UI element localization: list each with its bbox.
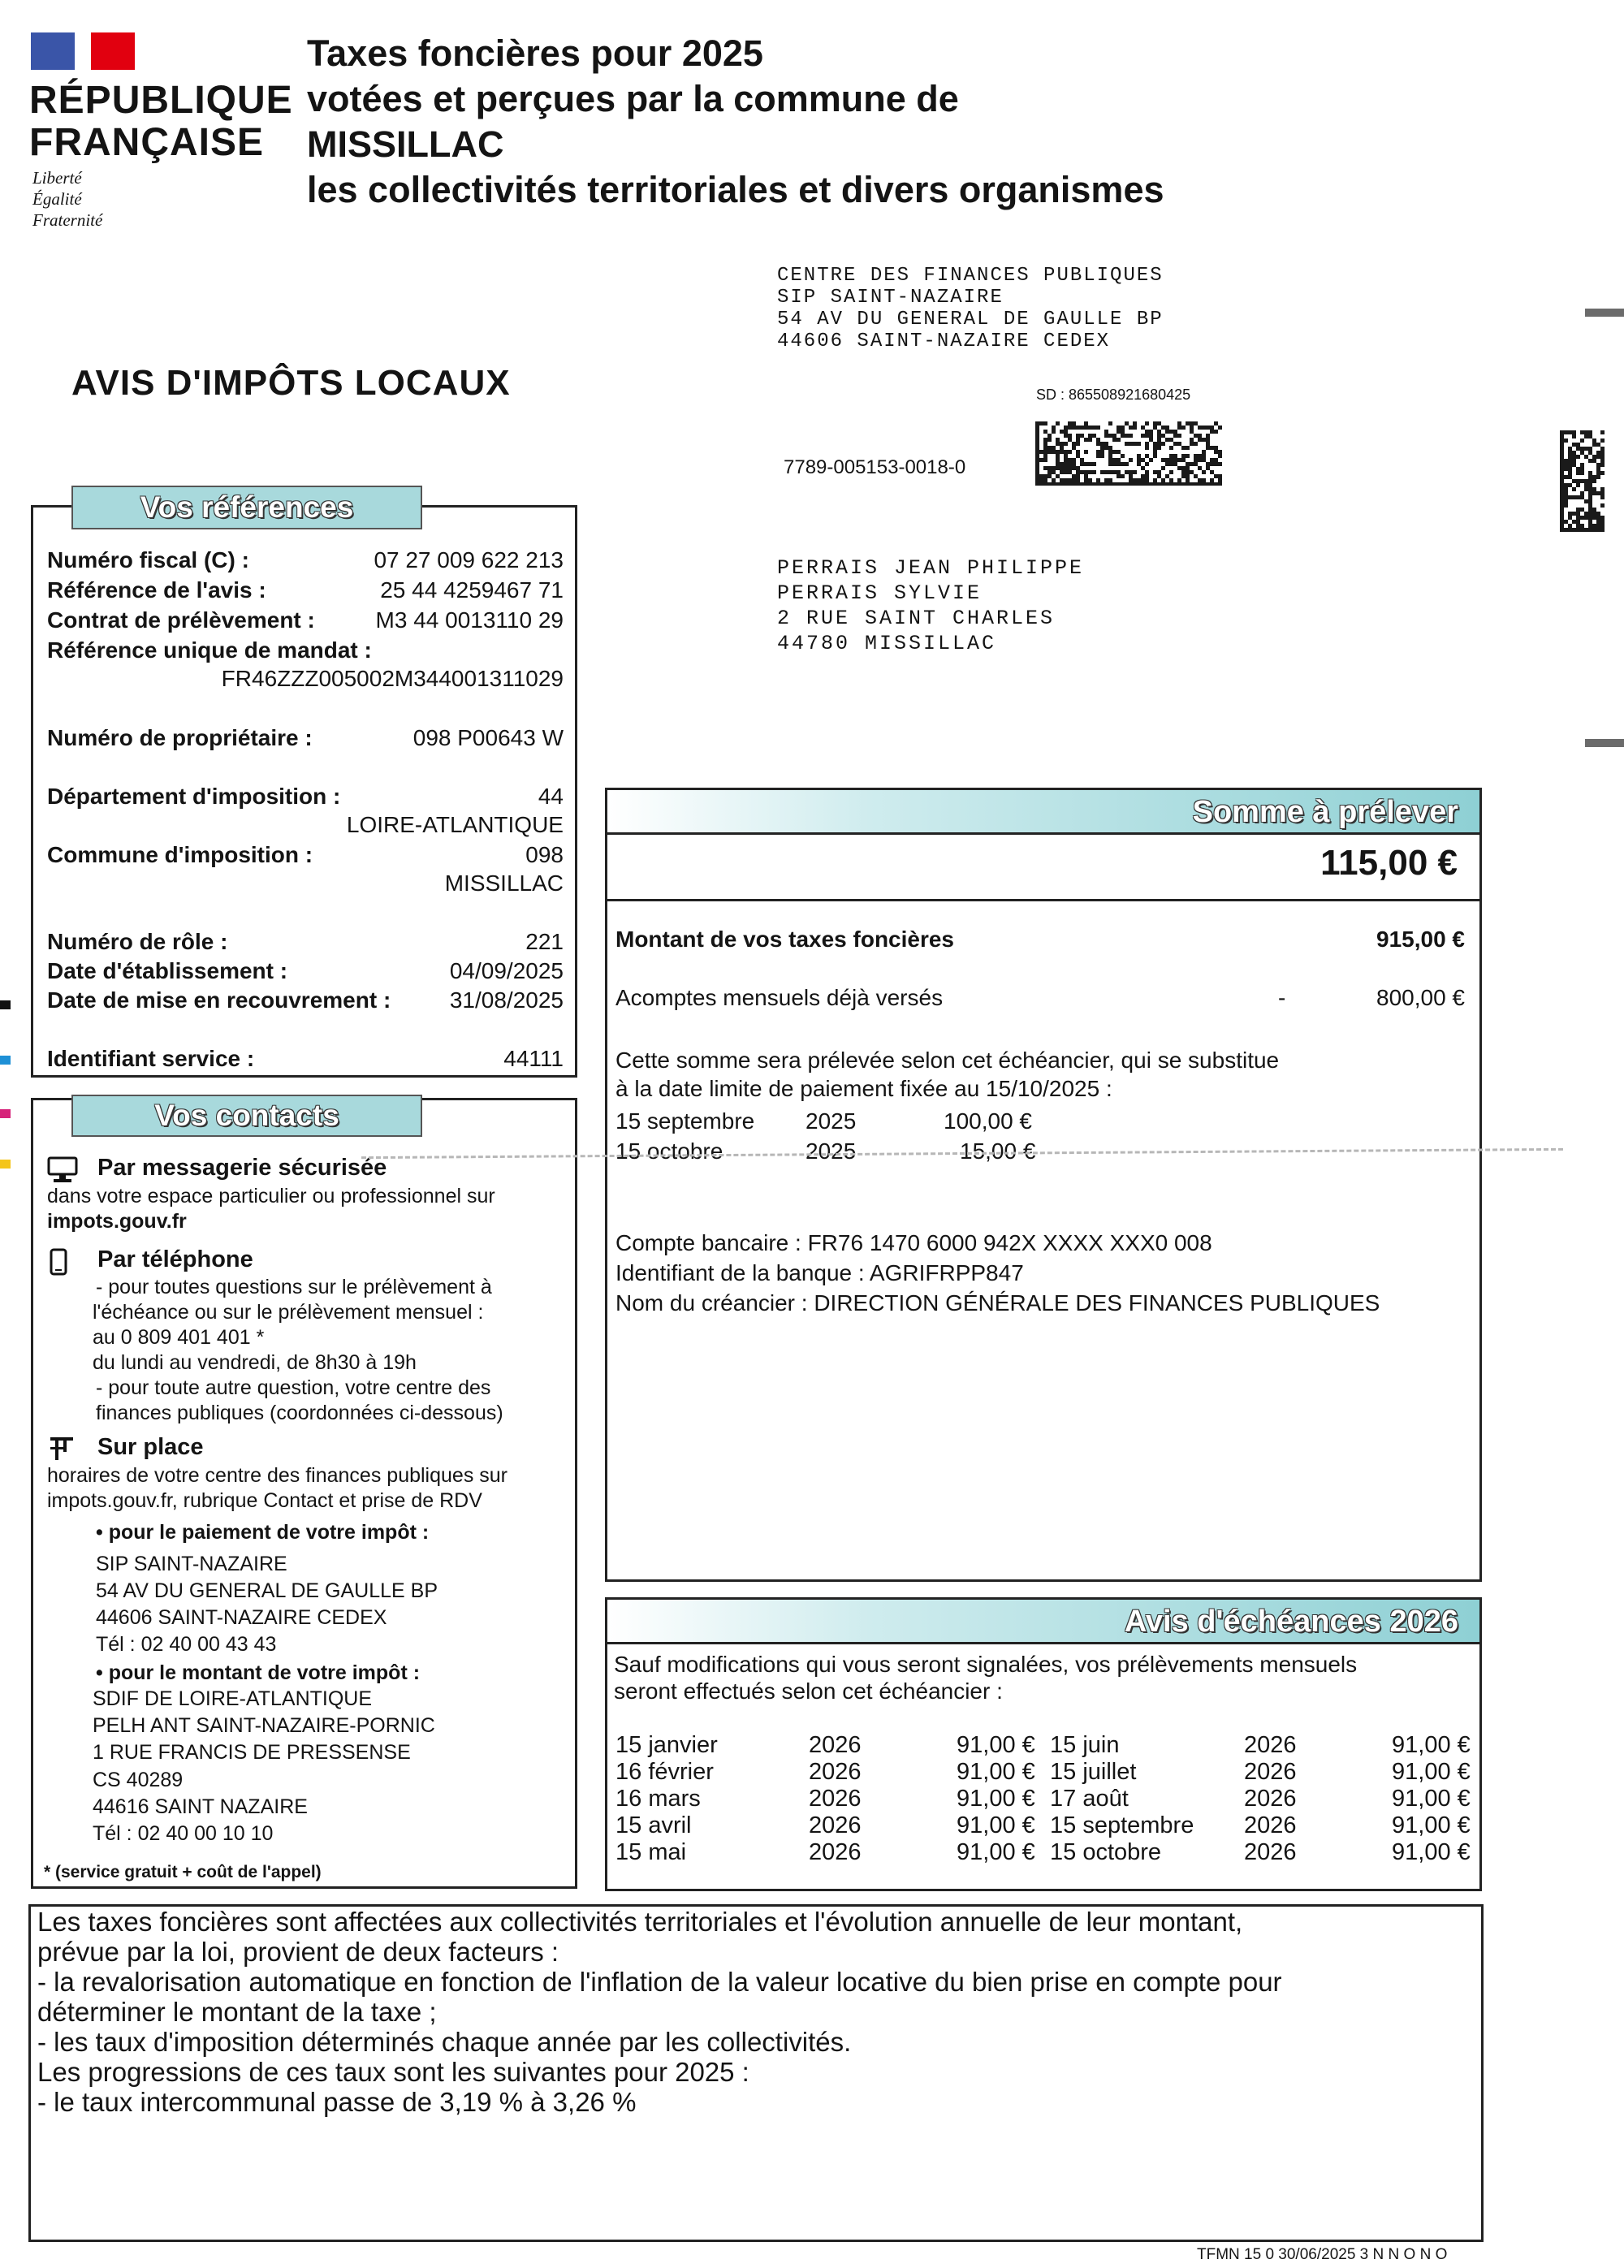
contacts-title: Vos contacts	[71, 1095, 422, 1137]
acomptes-sign: -	[1278, 985, 1286, 1010]
document-title: AVIS D'IMPÔTS LOCAUX	[71, 363, 511, 403]
info-text: Les taxes foncières sont affectées aux collectivités territoriales et l'évolution annuelle de leur montant, prévue par la loi, provient de deux facteurs : - la revalorisation automatique en fonction de l'inflation de la valeur locative du bien prise en compte pour déterminer le montant de la taxe ; - les taux d'imposition déterminés chaque année par les collectivités. Les progressions de ces taux sont les suivantes pour 2025 : - le taux intercommunal passe de 3,19 % à 3,26 %	[37, 1907, 1282, 2117]
messagerie-text: dans votre espace particulier ou professionnel sur	[47, 1185, 495, 1207]
place-heading: Sur place	[97, 1434, 204, 1460]
place-text: impots.gouv.fr, rubrique Contact et prise de RDV	[47, 1489, 482, 1512]
ref-row: Commune d'imposition : 098	[47, 842, 564, 867]
sd-code: SD : 865508921680425	[1036, 387, 1191, 403]
page-title: Taxes foncières pour 2025 votées et perçues par la commune de MISSILLAC les collectivités territoriales et divers organismes	[307, 32, 1164, 210]
ref-row: Référence de l'avis : 25 44 4259467 71	[47, 577, 564, 603]
print-mark	[0, 1000, 11, 1009]
schedule-date: 15 octobre	[615, 1138, 723, 1164]
reference-number: 7789-005153-0018-0	[784, 456, 966, 478]
side-datamatrix-code	[1560, 430, 1605, 532]
ref-row: Identifiant service : 44111	[47, 1046, 564, 1071]
phone-heading: Par téléphone	[97, 1246, 253, 1272]
computer-icon	[47, 1156, 78, 1184]
taxes-label: Montant de vos taxes foncières	[615, 927, 955, 952]
acomptes-value: 800,00 €	[1376, 985, 1465, 1010]
schedule-year: 2025	[806, 1108, 857, 1134]
payment-heading: • pour le paiement de votre impôt :	[96, 1521, 430, 1544]
amount-heading: • pour le montant de votre impôt :	[96, 1661, 421, 1684]
somme-amount: 115,00 €	[1320, 843, 1458, 883]
print-mark	[0, 1160, 11, 1169]
somme-divider	[607, 899, 1479, 901]
echeances-title: Avis d'échéances 2026	[607, 1600, 1479, 1644]
ref-row: Numéro de rôle : 221	[47, 929, 564, 954]
ref-row: Numéro fiscal (C) : 07 27 009 622 213	[47, 547, 564, 572]
footnote: * (service gratuit + coût de l'appel)	[44, 1863, 322, 1881]
phone-icon	[49, 1248, 68, 1276]
acomptes-label: Acomptes mensuels déjà versés	[615, 985, 944, 1010]
recipient-address: PERRAIS JEAN PHILIPPE PERRAIS SYLVIE 2 RUE SAINT CHARLES 44780 MISSILLAC	[777, 556, 1085, 655]
fold-mark	[1585, 739, 1624, 747]
print-mark	[0, 1056, 11, 1065]
phone-number[interactable]: au 0 809 401 401 *	[93, 1326, 265, 1349]
print-mark	[0, 1109, 11, 1118]
messagerie-link[interactable]: impots.gouv.fr	[47, 1210, 187, 1233]
ref-row: Référence unique de mandat :	[47, 637, 372, 663]
ref-row: Contrat de prélèvement : M3 44 0013110 29	[47, 607, 564, 633]
somme-box	[605, 788, 1482, 1582]
ref-row: Date de mise en recouvrement : 31/08/2025	[47, 987, 564, 1013]
messagerie-heading: Par messagerie sécurisée	[97, 1155, 387, 1181]
schedule-amount: 15,00 €	[960, 1138, 1036, 1164]
sender-address: CENTRE DES FINANCES PUBLIQUES SIP SAINT-NAZAIRE 54 AV DU GENERAL DE GAULLE BP 44606 SAINT-NAZAIRE CEDEX	[777, 265, 1164, 352]
schedule-intro: Cette somme sera prélevée selon cet échéancier, qui se substitue à la date limite de paiement fixée au 15/10/2025 :	[615, 1048, 1280, 1101]
marianne-logo	[31, 32, 135, 70]
schedule-year: 2025	[806, 1138, 857, 1164]
references-title: Vos références	[71, 486, 422, 529]
ref-row: Date d'établissement : 04/09/2025	[47, 958, 564, 983]
ref-row: Département d'imposition : 44	[47, 784, 564, 809]
republic-motto: Liberté Égalité Fraternité	[32, 168, 103, 230]
republique-francaise-label: RÉPUBLIQUE FRANÇAISE	[29, 79, 293, 164]
place-text: horaires de votre centre des finances publiques sur	[47, 1464, 508, 1487]
taxes-value: 915,00 €	[1376, 927, 1465, 952]
schedule-amount: 100,00 €	[944, 1108, 1032, 1134]
schedule-date: 15 septembre	[615, 1108, 755, 1134]
echeances-intro: Sauf modifications qui vous seront signalées, vos prélèvements mensuels seront effectués selon cet échéancier :	[614, 1652, 1358, 1704]
fold-mark	[1585, 309, 1624, 317]
building-icon	[47, 1434, 76, 1463]
datamatrix-code	[1035, 421, 1224, 486]
footer-code: TFMN 15 0 30/06/2025 3 N N O N O	[1197, 2246, 1448, 2263]
ref-row: Numéro de propriétaire : 098 P00643 W	[47, 725, 564, 750]
somme-title: Somme à prélever	[607, 790, 1479, 835]
